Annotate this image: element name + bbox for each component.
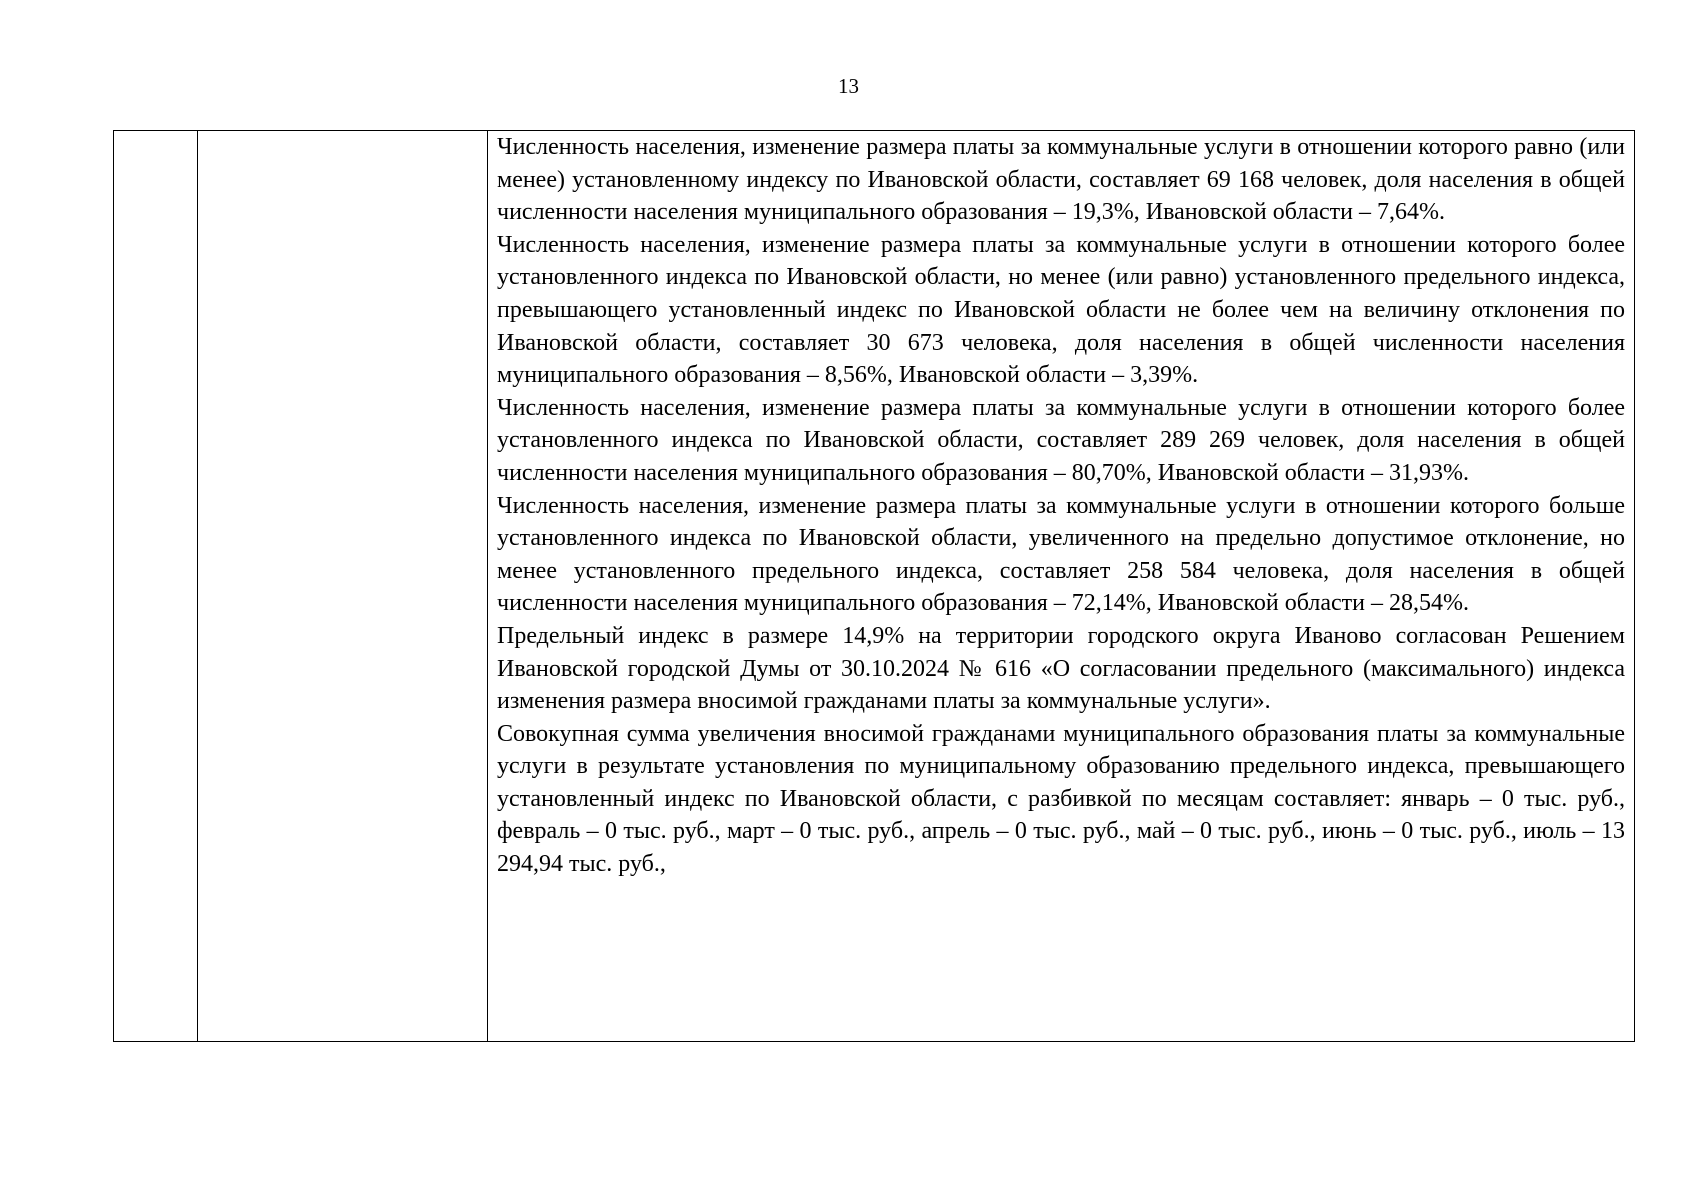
paragraph-population-within-deviation: Численность населения, изменение размера платы за коммунальные услуги в отношении которого более установленного индекса по Ивановской области, но менее (или равно) установленного предельного индекса, превышающего установленный индекс по Ивановской области не более чем на величину отклонения по Ивановской области, составляет 30 673 человека, доля населения в общей численности населения муниципального образования – 8,56%, Ивановской области – 3,39%. [497,231,1625,389]
table-cell-col1 [114,131,198,1042]
paragraph-limit-index-decision: Предельный индекс в размере 14,9% на территории городского округа Иваново согласован Решением Ивановской городской Думы от 30.10.2024 № 616 «О согласовании предельного (максимального) индекса изменения размера вносимой гражданами платы за коммунальные услуги». [497,622,1625,715]
page-number: 13 [838,74,859,98]
paragraph-population-within-index: Численность населения, изменение размера платы за коммунальные услуги в отношении которого равно (или менее) установленному индексу по Ивановской области, составляет 69 168 человек, доля населения в общей численности населения муниципального образования – 19,3%, Ивановской области – 7,64%. [497,134,1625,226]
content-table [113,130,1635,1042]
table-cell-text [488,131,1635,1042]
paragraph-population-above-index: Численность населения, изменение размера платы за коммунальные услуги в отношении которого более установленного индекса по Ивановской области, составляет 289 269 человек, доля населения в общей численности населения муниципального образования – 80,70%, Ивановской области – 31,93%. [497,394,1625,486]
paragraph-population-above-deviation: Численность населения, изменение размера платы за коммунальные услуги в отношении которого больше установленного индекса по Ивановской области, увеличенного на предельно допустимое отклонение, но менее установленного предельного индекса, составляет 258 584 человека, доля населения в общей численности населения муниципального образования – 72,14%, Ивановской области – 28,54%. [497,492,1625,617]
paragraph-total-increase-monthly: Совокупная сумма увеличения вносимой гражданами муниципального образования платы за коммунальные услуги в результате установления по муниципальному образованию предельного индекса, превышающего установленный индекс по Ивановской области, с разбивкой по месяцам составляет: январь – 0 тыс. руб., февраль – 0 тыс. руб., март – 0 тыс. руб., апрель – 0 тыс. руб., май – 0 тыс. руб., июнь – 0 тыс. руб., июль – 13 294,94 тыс. руб., [497,720,1625,878]
table-row [114,131,1635,1042]
table-cell-col2 [198,131,488,1042]
